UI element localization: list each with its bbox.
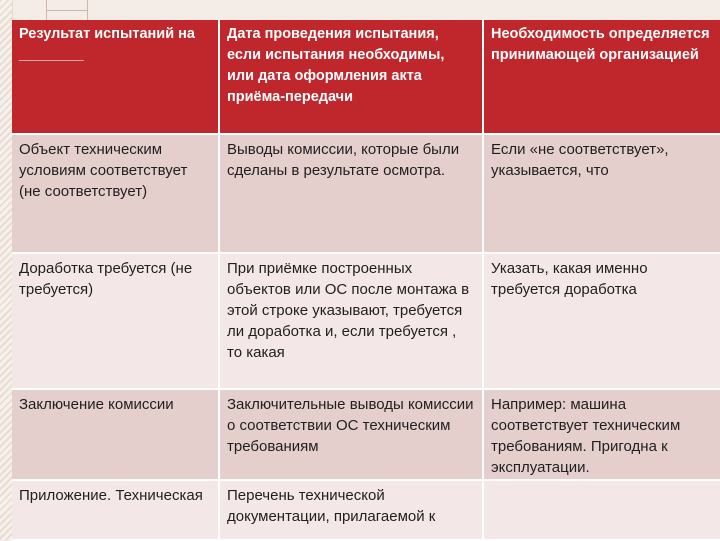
table-cell bbox=[483, 480, 720, 540]
table-cell: Объект техническим условиям соответствует (не соответствует) bbox=[12, 134, 219, 253]
table-cell: Заключительные выводы комиссии о соответствии ОС техническим требованиям bbox=[219, 389, 483, 480]
table-cell: Например: машина соответствует техническим требованиям. Пригодна к эксплуатации. bbox=[483, 389, 720, 480]
table-cell: Заключение комиссии bbox=[12, 389, 219, 480]
table-cell: Указать, какая именно требуется доработка bbox=[483, 253, 720, 389]
table-row bbox=[12, 253, 720, 389]
table-header-row bbox=[12, 20, 720, 134]
table-row bbox=[12, 134, 720, 253]
table-cell: Доработка требуется (не требуется) bbox=[12, 253, 219, 389]
table-row bbox=[12, 480, 720, 540]
acceptance-table bbox=[12, 20, 720, 541]
header-cell-date: Дата проведения испытания, если испытания необходимы, или дата оформления акта приёма-передачи bbox=[219, 20, 483, 134]
table-cell: Выводы комиссии, которые были сделаны в результате осмотра. bbox=[219, 134, 483, 253]
table-cell: Перечень технической документации, прилагаемой к bbox=[219, 480, 483, 540]
table-row bbox=[12, 389, 720, 480]
header-cell-necessity: Необходимость определяется принимающей организацией bbox=[483, 20, 720, 134]
header-cell-result: Результат испытаний на ________ bbox=[12, 20, 219, 134]
decorative-corner bbox=[46, 0, 88, 22]
table-cell: Приложение. Техническая bbox=[12, 480, 219, 540]
table-cell: При приёмке построенных объектов или ОС после монтажа в этой строке указывают, требуется ли доработка и, если требуется , то какая bbox=[219, 253, 483, 389]
table-cell: Если «не соответствует», указывается, что bbox=[483, 134, 720, 253]
